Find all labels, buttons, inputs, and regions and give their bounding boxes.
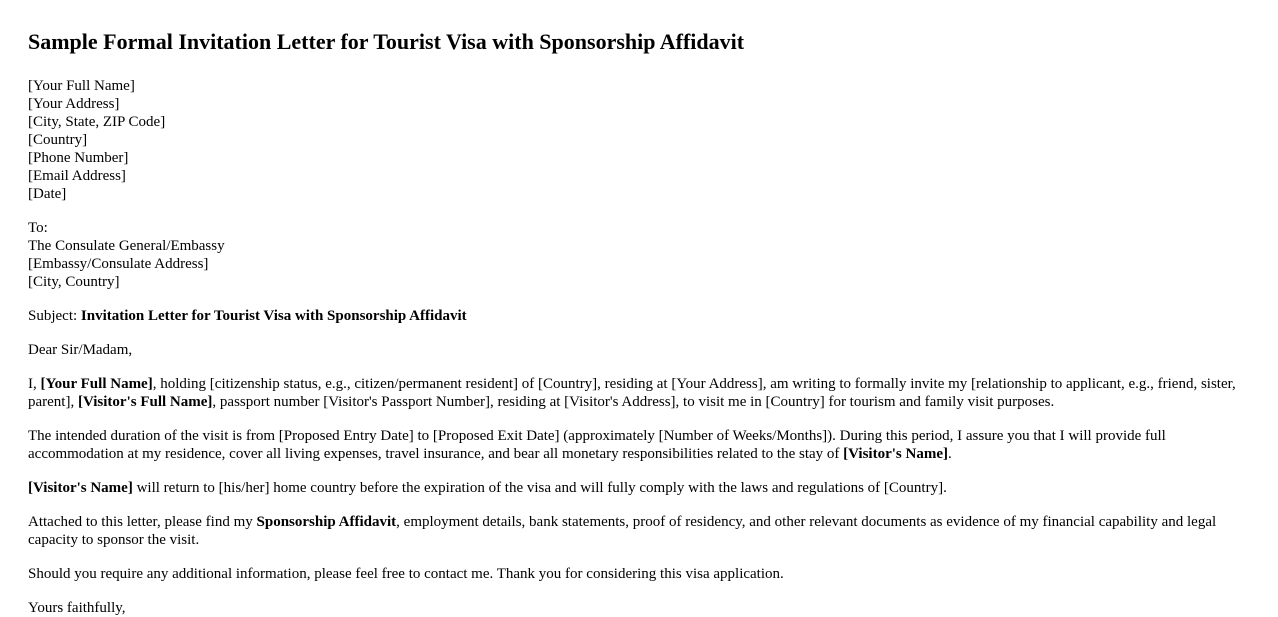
paragraph-text: , employment details, bank statements, proof of residency, and other relevant documents as evidence of my financial capability and legal capacity to sponsor the visit.	[28, 514, 1217, 548]
sender-address-block	[28, 77, 1250, 203]
paragraph-return	[28, 479, 1250, 497]
sender-country: [Country]	[28, 132, 88, 148]
paragraph-text: I,	[28, 376, 41, 392]
paragraph-text: Attached to this letter, please find my	[28, 514, 257, 530]
subject-line	[28, 307, 1250, 325]
paragraph-text: , passport number [Visitor's Passport Number], residing at [Visitor's Address], to visit me in [Country] for tourism and family visit purposes.	[212, 394, 1055, 410]
sender-city: [City, State, ZIP Code]	[28, 114, 166, 130]
page-title: Sample Formal Invitation Letter for Tourist Visa with Sponsorship Affidavit	[28, 29, 745, 54]
paragraph-text: .	[947, 446, 952, 462]
paragraph-attachments	[28, 513, 1250, 549]
bold-visitor-name: [Visitor's Name]	[28, 480, 133, 496]
letter-page	[28, 0, 1250, 617]
recipient-address: [Embassy/Consulate Address]	[28, 256, 209, 272]
recipient-address-block	[28, 219, 1250, 291]
paragraph-duration	[28, 427, 1250, 463]
signoff: Yours faithfully,	[28, 600, 126, 616]
paragraph-text: , holding [citizenship status, e.g., citizen/permanent resident] of [Country], residing at [Your Address], am writing to formally invite my [relationship to applicant, e.g., friend, sister, parent],	[28, 376, 1236, 410]
bold-sponsorship-affidavit: Sponsorship Affidavit	[256, 514, 397, 530]
subject-text: Invitation Letter for Tourist Visa with Sponsorship Affidavit	[80, 308, 467, 324]
sender-name: [Your Full Name]	[28, 78, 135, 94]
sender-email: [Email Address]	[28, 168, 126, 184]
paragraph-text: will return to [his/her] home country before the expiration of the visa and will fully comply with the laws and regulations of [Country].	[132, 480, 947, 496]
salutation: Dear Sir/Madam,	[28, 342, 133, 358]
recipient-name: The Consulate General/Embassy	[28, 238, 225, 254]
sender-address: [Your Address]	[28, 96, 120, 112]
subject-prefix: Subject:	[28, 308, 81, 324]
recipient-to-label: To:	[28, 220, 48, 236]
paragraph-closing: Should you require any additional information, please feel free to contact me. Thank you for considering this visa application.	[28, 566, 784, 582]
bold-visitor-full-name: [Visitor's Full Name]	[77, 394, 213, 410]
bold-visitor-name: [Visitor's Name]	[843, 446, 948, 462]
letter-date: [Date]	[28, 186, 67, 202]
paragraph-text: The intended duration of the visit is from [Proposed Entry Date] to [Proposed Exit Date] (approximately [Number of Weeks/Months]). During this period, I assure you that I will provide full accommodation at my residence, cover all living expenses, travel insurance, and bear all monetary responsibilities related to the stay of	[28, 428, 1166, 462]
bold-sponsor-name: [Your Full Name]	[40, 376, 153, 392]
sender-phone: [Phone Number]	[28, 150, 129, 166]
paragraph-invitation	[28, 375, 1250, 411]
recipient-city: [City, Country]	[28, 274, 120, 290]
